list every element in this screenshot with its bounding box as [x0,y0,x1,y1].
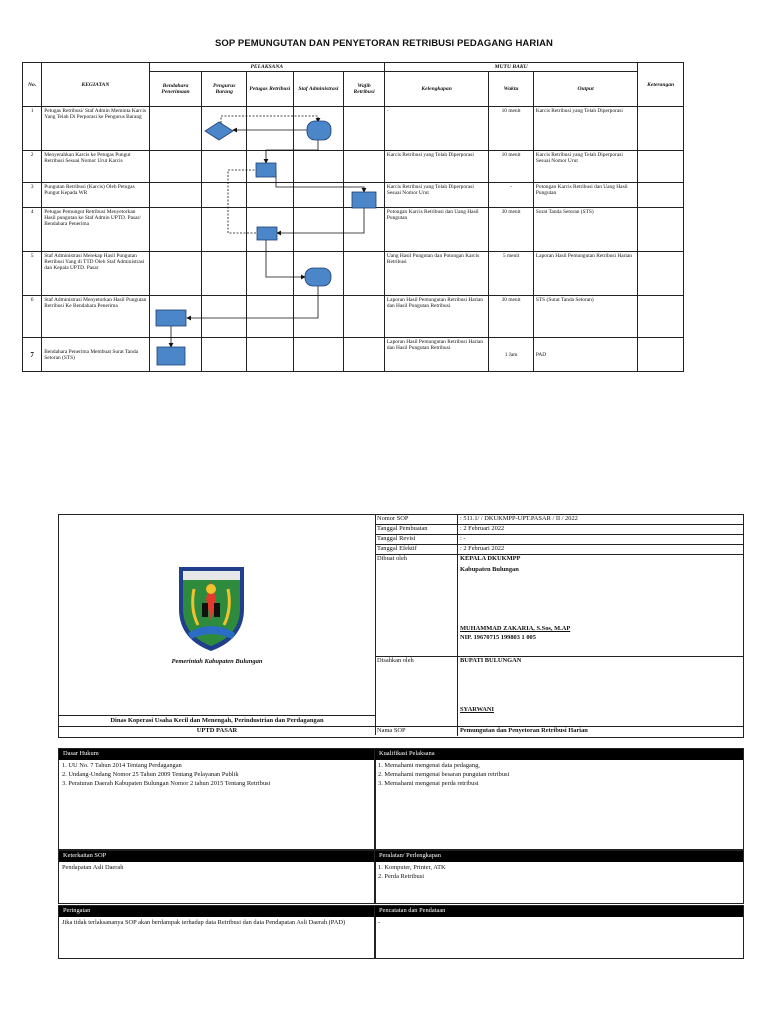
meta-row [375,727,743,737]
meta-row [375,515,743,525]
row-waktu: 10 menit [489,107,534,151]
row-kegiatan: Menyerahkan Karcis ke Petugas Pungut Retribusi Sesuai Nomor Urut Karcis [42,151,149,183]
list-item: - [378,919,381,926]
meta-row-dibuat [375,555,743,657]
row-kelengkapan: Uang Hasil Pungutan dan Potongan Karcis Retribusi [384,252,488,296]
meta-row [375,535,743,545]
meta-key: Nomor SOP [375,515,458,525]
row-waktu: 30 menit [489,296,534,338]
header-staf: Staf Administrasi [293,72,344,107]
section-dasar-hukum [58,748,376,850]
list-item: 2. Perda Retribusi [378,873,424,880]
header-pelaksana: PELAKSANA [149,63,384,72]
list-item: 1. Komputer, Printer, ATK [378,864,446,871]
row-kelengkapan: Karcis Retribusi yang Telah Diperporasi [384,151,488,183]
list-item: 2. Memahami mengenai besaran pungutan retribusi [378,771,510,778]
row-kegiatan: Pungutan Retribusi (Karcis) Oleh Petugas Pungut Kepada WR [42,183,149,208]
section-kualifikasi [374,748,744,850]
row-output: Karcis Retribusi yang Telah Diperporasi [533,107,637,151]
sop-table [22,62,684,372]
row-waktu: - [489,183,534,208]
list-item: Pendapatan Asli Daerah [62,864,124,871]
dibuat-nip: NIP. 19670715 199803 1 005 [460,634,536,641]
row-no: 4 [23,208,42,252]
list-item: 3. Peraturan Daerah Kabupaten Bulungan Nomor 2 tahun 2015 Tentang Retribusi [62,780,271,787]
row-output: STS (Surat Tanda Setoran) [533,296,637,338]
bulungan-emblem-icon [174,559,249,654]
row-no: 2 [23,151,42,183]
row-kegiatan: Staf Administrasi Merekap Hasil Pungutan Retribusi Yang di TTD Oleh Staf Administrasi dan Kepala UPTD. Pasar [42,252,149,296]
dibuat-oleh-label: Dibuat oleh [375,555,458,657]
uptd-name: UPTD PASAR [59,726,375,734]
row-output: Potongan Karcis Retribusi dan Uang Hasil Pungutan [533,183,637,208]
row-kegiatan: Staf Administrasi Menyetorkan Hasil Pungutan Retribusi Ke Bendahara Penerima [42,296,149,338]
table-row [23,338,684,372]
org-panel [59,515,376,735]
section-keterkaitan [58,850,376,904]
government-name: Pemerintah Kabupaten Bulungan [171,658,263,665]
sop-meta-table [375,515,743,736]
meta-value: : 511.1/ / DKUKMPP-UPT.PASAR / II / 2022 [458,515,744,525]
section-title: Pencatatan dan Pendataan [375,906,743,917]
section-peringatan [58,905,376,959]
row-no: 5 [23,252,42,296]
header-output: Output [533,72,637,107]
row-output: Surat Tanda Setoran (STS) [533,208,637,252]
meta-key: Tanggal Pembuatan [375,525,458,535]
row-kelengkapan: - [384,107,488,151]
meta-value: : 2 Februari 2022 [458,525,744,535]
page-title: SOP PEMUNGUTAN DAN PENYETORAN RETRIBUSI PEDAGANG HARIAN [214,38,554,49]
header-pengurus: Pengurus Barang [202,72,247,107]
list-item: 3. Memahami mengenai perda retribusi [378,780,479,787]
table-row [23,252,684,296]
disahkan-jabatan: BUPATI BULUNGAN [460,657,522,664]
section-title: Dasar Hukum [59,749,375,760]
list-item: 1. Memahami mengenai data pedagang, [378,762,480,769]
header-mutu-baku: MUTU BAKU [384,63,637,72]
dinas-name: Dinas Koperasi Usaha Kecil dan Menengah, Perindustrian dan Perdagangan [59,715,375,724]
row-waktu: 10 menit [489,151,534,183]
table-row [23,107,684,151]
section-peralatan [374,850,744,904]
row-no: 3 [23,183,42,208]
row-kelengkapan: Laporan Hasil Pemungutan Retribusi Harian dan Hasil Pungutan Retribusi [384,296,488,338]
row-output: PAD [533,338,637,372]
dibuat-nama: MUHAMMAD ZAKARIA, S.Sos, M.AP [460,625,571,632]
section-title: Peralatan/ Perlengkapan [375,851,743,862]
meta-row [375,525,743,535]
row-kelengkapan: Potongan Karcis Retribusi dan Uang Hasil Pungutan [384,208,488,252]
meta-row [375,545,743,555]
header-no: No. [23,63,42,107]
row-kegiatan: Bendahara Penerima Membuat Surat Tanda Setoran (STS) [42,338,149,372]
list-item: 1. UU No. 7 Tahun 2014 Tentang Perdagangan [62,762,182,769]
meta-value: : 2 Februari 2022 [458,545,744,555]
header-kelengkapan: Kelengkapan [384,72,488,107]
row-kegiatan: Petugas Pemungut Retribusi Menyetorkan Hasil pungutan ke Staf Admin UPTD. Pasar/ Bendahara Penerima [42,208,149,252]
meta-key: Tanggal Efektif [375,545,458,555]
table-row [23,296,684,338]
row-output: Karcis Retribusi yang Telah Diperporasi Sesuai Nomor Urut [533,151,637,183]
row-waktu: 30 menit [489,208,534,252]
list-item: Jika tidak terlaksananya SOP akan berdampak terhadap data Retribusi dan data Pendapatan Asli Daerah (PAD) [62,919,346,926]
row-kelengkapan: Karcis Retribusi yang Telah Diperporasi Sesuai Nomor Urut [384,183,488,208]
meta-key: Tanggal Revisi [375,535,458,545]
disahkan-label: Disahkan oleh [375,657,458,727]
row-no: 6 [23,296,42,338]
header-waktu: Waktu [489,72,534,107]
section-title: Keterkaitan SOP [59,851,375,862]
row-kelengkapan: Laporan Hasil Pemungutan Retribusi Harian dan Hasil Pungutan Retribusi [384,338,488,372]
meta-value: : - [458,535,744,545]
list-item: 2. Undang-Undang Nomor 25 Tahun 2009 Tentang Pelayanan Publik [62,771,239,778]
row-no: 1 [23,107,42,151]
header-keterangan: Keterangan [638,63,684,107]
table-row [23,151,684,183]
section-title: Peringatan [59,906,375,917]
row-kegiatan: Petugas Retribusi/ Staf Admin Meminta Karcis Yang Telah Di Perporasi ke Pengurus Barang [42,107,149,151]
section-pencatatan [374,905,744,959]
sop-info-box [58,514,744,738]
nama-sop-label: Nama SOP [375,727,458,737]
dibuat-kabupaten: Kabupaten Bulungan [460,566,519,573]
table-row [23,208,684,252]
header-kegiatan: KEGIATAN [42,63,149,107]
dibuat-jabatan: KEPALA DKUKMPP [460,555,521,562]
nama-sop-value: Pemungutan dan Penyetoran Retribusi Harian [460,727,588,734]
row-waktu: 1 Jam [489,338,534,372]
header-petugas: Petugas Retribusi [246,72,293,107]
row-output: Laporan Hasil Pemungutan Retribusi Harian [533,252,637,296]
header-wajib: Wajib Retribusi [344,72,385,107]
table-row [23,183,684,208]
row-no: 7 [23,338,42,372]
header-bendahara: Bendahara Penerimaan [149,72,202,107]
disahkan-nama: SYARWANI [460,706,494,713]
row-waktu: 5 menit [489,252,534,296]
section-title: Kualifikasi Pelaksana [375,749,743,760]
meta-row-disahkan [375,657,743,727]
